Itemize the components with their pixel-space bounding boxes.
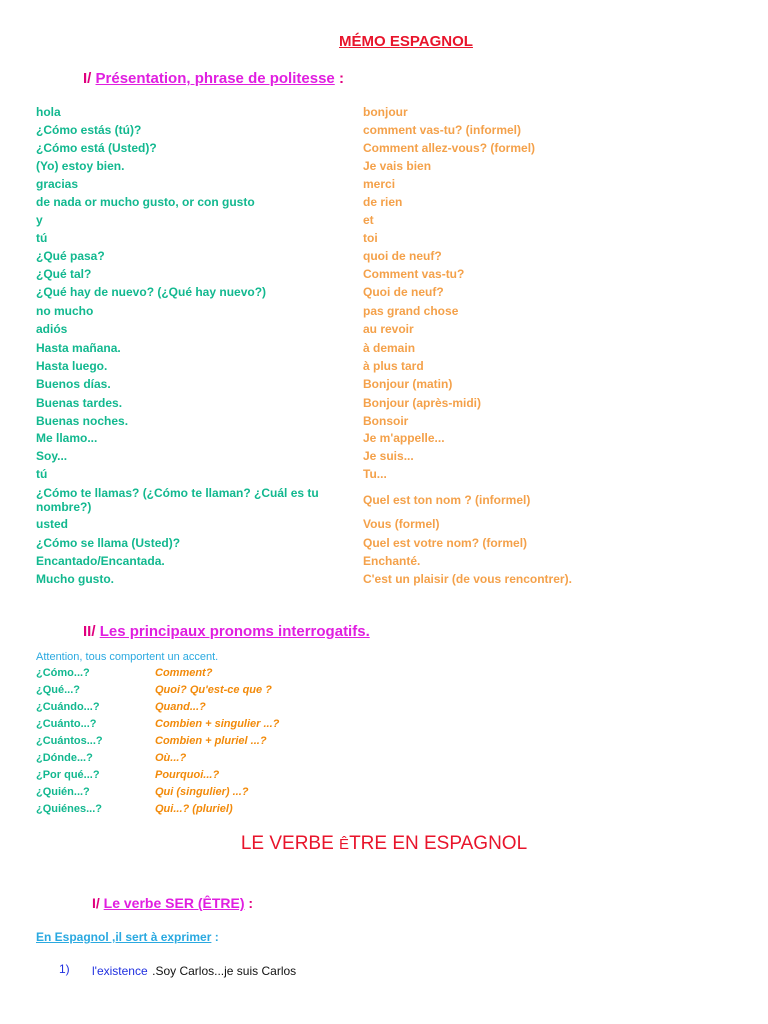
verb-title-cap: Ê xyxy=(339,836,350,853)
vocab-french: de rien xyxy=(363,195,403,209)
vocab-french: Bonjour (après-midi) xyxy=(363,396,482,410)
vocab-spanish: ¿Cómo se llama (Usted)? xyxy=(36,536,181,550)
interrogative-spanish: ¿Cómo...? xyxy=(36,667,90,679)
interrogative-french: Quoi? Qu'est-ce que ? xyxy=(155,684,272,696)
vocab-french: C'est un plaisir (de vous rencontrer). xyxy=(363,572,572,586)
vocab-french: et xyxy=(363,213,374,227)
section-2-number: II/ xyxy=(83,623,96,640)
verb-title xyxy=(0,833,768,855)
vocab-french: Quel est ton nom ? (informel) xyxy=(363,493,531,507)
verb-title-post: TRE EN ESPAGNOL xyxy=(349,833,528,854)
vocab-spanish: usted xyxy=(36,517,69,531)
vocab-french: toi xyxy=(363,231,378,245)
vocab-spanish: Me llamo... xyxy=(36,431,98,445)
vocab-spanish: Hasta mañana. xyxy=(36,341,121,355)
ser-heading xyxy=(92,895,253,911)
interrogative-french: Comment? xyxy=(155,667,213,679)
interrogative-french: Combien + singulier ...? xyxy=(155,718,280,730)
expr-label xyxy=(36,930,219,944)
vocab-french: Comment allez-vous? (formel) xyxy=(363,141,536,155)
list-item xyxy=(92,962,296,980)
vocab-spanish: hola xyxy=(36,105,61,119)
interrogative-french: Qui (singulier) ...? xyxy=(155,786,249,798)
section-1-heading xyxy=(83,70,344,87)
interrogative-french: Où...? xyxy=(155,752,187,764)
section-1-title: Présentation, phrase de politesse xyxy=(95,70,335,87)
list-item-number: 1) xyxy=(59,962,70,976)
vocab-spanish: ¿Cómo estás (tú)? xyxy=(36,123,142,137)
interrogative-french: Combien + pluriel ...? xyxy=(155,735,267,747)
vocab-french: bonjour xyxy=(363,105,408,119)
vocab-spanish: ¿Qué pasa? xyxy=(36,249,105,263)
vocab-spanish: gracias xyxy=(36,177,79,191)
vocab-french: Quel est votre nom? (formel) xyxy=(363,536,528,550)
vocab-french: Enchanté. xyxy=(363,554,421,568)
interrogative-spanish: ¿Cuánto...? xyxy=(36,718,97,730)
vocab-spanish: tú xyxy=(36,467,48,481)
interrogative-spanish: ¿Dónde...? xyxy=(36,752,93,764)
vocab-french: au revoir xyxy=(363,322,414,336)
accent-note: Attention, tous comportent un accent. xyxy=(36,651,219,663)
vocab-french: comment vas-tu? (informel) xyxy=(363,123,522,137)
vocab-french: Vous (formel) xyxy=(363,517,440,531)
vocab-spanish: Buenas noches. xyxy=(36,414,129,428)
interrogative-spanish: ¿Por qué...? xyxy=(36,769,100,781)
section-2-title: Les principaux pronoms interrogatifs. xyxy=(99,623,370,640)
vocab-french: à demain xyxy=(363,341,416,355)
interrogative-spanish: ¿Quién...? xyxy=(36,786,90,798)
interrogative-french: Pourquoi...? xyxy=(155,769,220,781)
ser-title: Le verbe SER (ÊTRE) xyxy=(103,895,245,911)
section-2-heading xyxy=(83,623,370,640)
page-title: MÉMO ESPAGNOL xyxy=(339,33,473,50)
interrogative-spanish: ¿Quiénes...? xyxy=(36,803,103,815)
vocab-spanish: Soy... xyxy=(36,449,68,463)
vocab-french: à plus tard xyxy=(363,359,424,373)
vocab-spanish: Hasta luego. xyxy=(36,359,108,373)
interrogative-spanish: ¿Cuándo...? xyxy=(36,701,100,713)
vocab-french: pas grand chose xyxy=(363,304,459,318)
vocab-french: Comment vas-tu? xyxy=(363,267,465,281)
section-1-number: I/ xyxy=(83,70,92,87)
ser-colon: : xyxy=(248,895,254,911)
vocab-spanish: ¿Cómo te llamas? (¿Cómo te llaman? ¿Cuál es tu nombre?) xyxy=(36,486,319,514)
vocab-spanish: y xyxy=(36,213,43,227)
verb-title-pre: LE VERBE xyxy=(240,833,340,854)
vocab-spanish: Mucho gusto. xyxy=(36,572,114,586)
list-item-text: .Soy Carlos...je suis Carlos xyxy=(152,964,297,978)
interrogative-spanish: ¿Qué...? xyxy=(36,684,80,696)
vocab-spanish: de nada or mucho gusto, or con gusto xyxy=(36,195,255,209)
vocab-spanish: ¿Cómo está (Usted)? xyxy=(36,141,157,155)
vocab-spanish: Buenas tardes. xyxy=(36,396,123,410)
interrogative-spanish: ¿Cuántos...? xyxy=(36,735,103,747)
vocab-spanish: ¿Qué tal? xyxy=(36,267,92,281)
vocab-french: Je m'appelle... xyxy=(363,431,445,445)
vocab-french: quoi de neuf? xyxy=(363,249,442,263)
vocab-french: Bonjour (matin) xyxy=(363,377,453,391)
vocab-french: Je vais bien xyxy=(363,159,432,173)
vocab-french: merci xyxy=(363,177,396,191)
list-item-key: l'existence xyxy=(92,964,148,978)
vocab-spanish: no mucho xyxy=(36,304,94,318)
vocab-spanish: Encantado/Encantada. xyxy=(36,554,165,568)
interrogative-french: Qui...? (pluriel) xyxy=(155,803,233,815)
vocab-french: Tu... xyxy=(363,467,387,481)
vocab-spanish: (Yo) estoy bien. xyxy=(36,159,125,173)
expr-label-colon: : xyxy=(214,930,219,944)
vocab-french: Bonsoir xyxy=(363,414,409,428)
section-1-colon: : xyxy=(338,70,344,87)
vocab-spanish: Buenos días. xyxy=(36,377,111,391)
expr-label-text: En Espagnol ,il sert à exprimer xyxy=(36,930,212,944)
vocab-spanish: ¿Qué hay de nuevo? (¿Qué hay nuevo?) xyxy=(36,285,267,299)
vocab-spanish: adiós xyxy=(36,322,68,336)
vocab-spanish: tú xyxy=(36,231,48,245)
interrogative-french: Quand...? xyxy=(155,701,206,713)
vocab-french: Quoi de neuf? xyxy=(363,285,444,299)
ser-number: I/ xyxy=(92,895,100,911)
vocab-french: Je suis... xyxy=(363,449,414,463)
